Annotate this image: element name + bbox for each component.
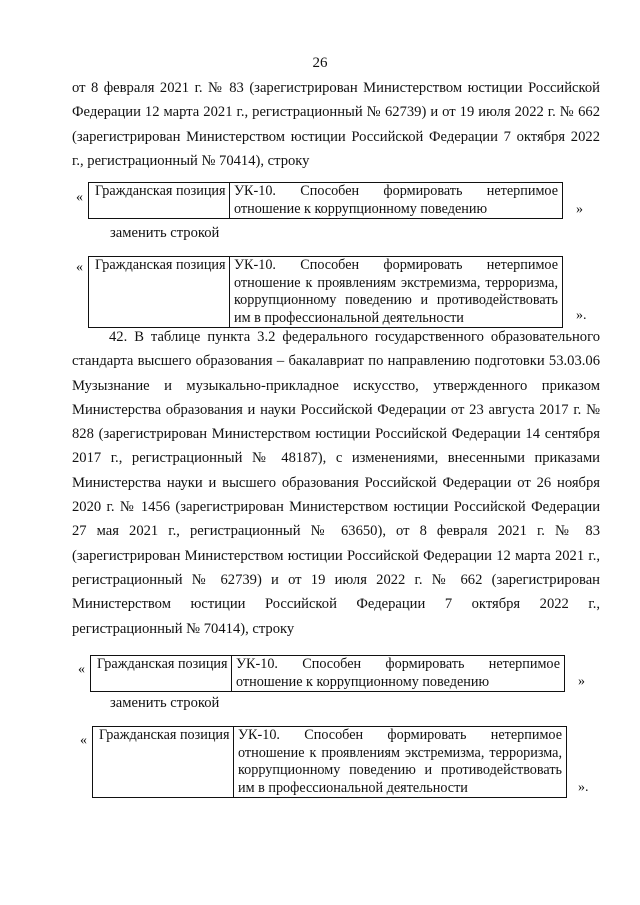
open-quote: « bbox=[80, 733, 87, 748]
category-cell: Гражданская позиция bbox=[88, 256, 230, 328]
table-row-new-2 bbox=[92, 726, 567, 798]
replace-label: заменить строкой bbox=[110, 225, 220, 241]
competence-rest: отношение к проявлениям экстремизма, терроризма, коррупционному поведению и противодействовать им в профессиональной деятельности bbox=[234, 274, 558, 326]
open-quote: « bbox=[76, 190, 83, 205]
competence-cell bbox=[230, 256, 563, 328]
category-cell: Гражданская позиция bbox=[90, 655, 232, 692]
paragraph-continuation: от 8 февраля 2021 г. № 83 (зарегистрирован Министерством юстиции Российской Федерации 12 марта 2021 г., регистрационный № 62739) и от 19 июля 2022 г. № 662 (зарегистрирован Министерством юстиции Российской Федерации 7 октября 2022 г., регистрационный № 70414), строку bbox=[72, 80, 600, 169]
competence-rest: отношение к коррупционному поведению bbox=[234, 200, 488, 217]
competence-line-1: УК-10. Способен формировать нетерпимое bbox=[234, 183, 558, 199]
close-quote: ». bbox=[578, 780, 589, 795]
category-cell: Гражданская позиция bbox=[88, 182, 230, 219]
open-quote: « bbox=[76, 260, 83, 275]
competence-line-1: УК-10. Способен формировать нетерпимое bbox=[238, 727, 562, 743]
competence-cell bbox=[234, 726, 567, 798]
close-quote: ». bbox=[576, 308, 587, 323]
competence-line-1: УК-10. Способен формировать нетерпимое bbox=[236, 656, 560, 672]
competence-cell bbox=[230, 182, 563, 219]
close-quote: » bbox=[578, 674, 585, 689]
table-row-new-1 bbox=[88, 256, 563, 328]
category-cell: Гражданская позиция bbox=[92, 726, 234, 798]
paragraph-42: 42. В таблице пункта 3.2 федерального государственного образовательного стандарта высшего образования – бакалавриат по направлению подготовки 53.03.06 Музызнание и музыкально-прикладное искусство, утвержденного приказом Министерства образования и науки Российской Федерации от 23 августа 2017 г. № 828 (зарегистрирован Министерством юстиции Российской Федерации 14 сентября 2017 г., регистрационный № 48187), с изменениями, внесенными приказами Министерства науки и высшего образования Российской Федерации от 26 ноября 2020 г. № 1456 (зарегистрирован Министерством юстиции Российской Федерации 27 мая 2021 г., регистрационный № 63650), от 8 февраля 2021 г. № 83 (зарегистрирован Министерством юстиции Российской Федерации 12 марта 2021 г., регистрационный № 62739) и от 19 июля 2022 г. № 662 (зарегистрирован Министерством юстиции Российской Федерации 7 октября 2022 г., регистрационный № 70414), строку bbox=[72, 329, 600, 637]
competence-cell bbox=[232, 655, 565, 692]
replace-label: заменить строкой bbox=[110, 695, 220, 711]
competence-rest: отношение к проявлениям экстремизма, терроризма, коррупционному поведению и противодействовать им в профессиональной деятельности bbox=[238, 744, 562, 796]
table-row-old-2 bbox=[90, 655, 565, 692]
page-number: 26 bbox=[312, 55, 328, 71]
close-quote: » bbox=[576, 202, 583, 217]
competence-line-1: УК-10. Способен формировать нетерпимое bbox=[234, 257, 558, 273]
open-quote: « bbox=[78, 662, 85, 677]
competence-rest: отношение к коррупционному поведению bbox=[236, 673, 490, 690]
table-row-old-1 bbox=[88, 182, 563, 219]
